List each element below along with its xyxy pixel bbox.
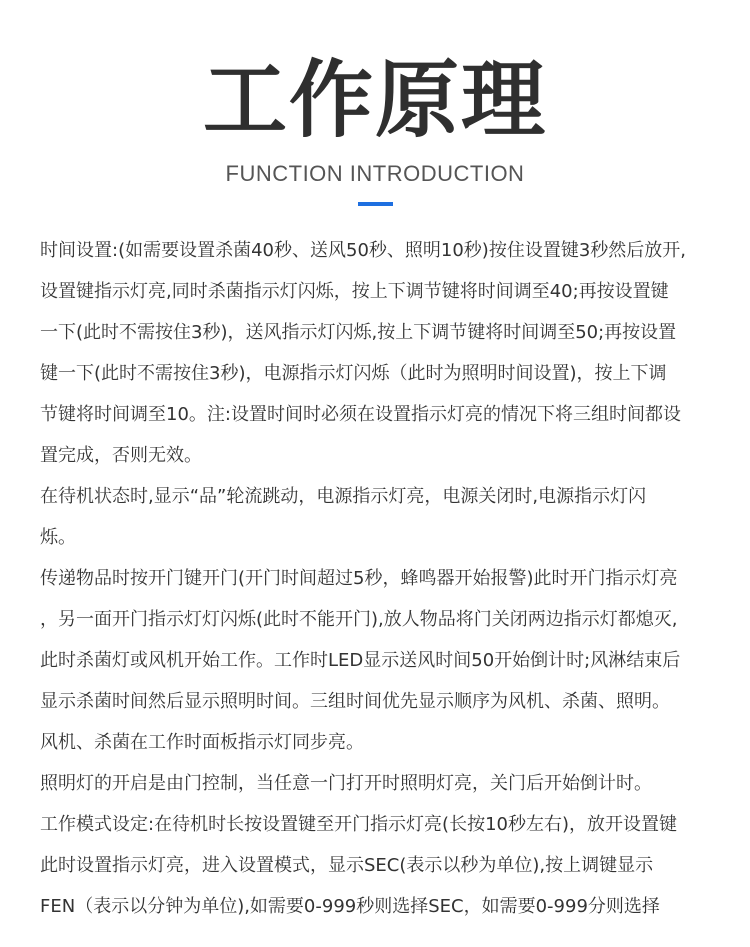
text-line: 此时杀菌灯或风机开始工作。工作时LED显示送风时间50开始倒计时;风淋结束后 [40, 650, 681, 671]
text-line: 在待机状态时,显示“品”轮流跳动，电源指示灯亮，电源关闭时,电源指示灯闪 [40, 486, 647, 507]
page-subtitle: FUNCTION INTRODUCTION [225, 161, 525, 186]
text-line: 传递物品时按开门键开门(开门时间超过5秒，蜂鸣器开始报警)此时开门指示灯亮 [40, 568, 678, 589]
text-line: 照明灯的开启是由门控制，当任意一门打开时照明灯亮，关门后开始倒计时。 [40, 773, 652, 794]
paragraph-standby [40, 476, 720, 558]
text-line: 工作模式设定:在待机时长按设置键至开门指示灯亮(长按10秒左右)，放开设置键 [40, 814, 678, 835]
text-line: 时间设置:(如需要设置杀菌40秒、送风50秒、照明10秒)按住设置键3秒然后放开, [40, 240, 686, 261]
title-accent-bar [358, 202, 393, 206]
text-line: ，另一面开门指示灯灯闪烁(此时不能开门),放人物品将门关闭两边指示灯都熄灭, [40, 609, 678, 630]
paragraph-work-mode [40, 804, 720, 927]
text-line: 设置键指示灯亮,同时杀菌指示灯闪烁，按上下调节键将时间调至40;再按设置键 [40, 281, 669, 302]
text-line: FEN（表示以分钟为单位),如需要0-999秒则选择SEC，如需要0-999分则选择 [40, 896, 660, 917]
text-line: 风机、杀菌在工作时面板指示灯同步亮。 [40, 732, 364, 753]
text-line: 显示杀菌时间然后显示照明时间。三组时间优先显示顺序为风机、杀菌、照明。 [40, 691, 670, 712]
paragraph-lighting [40, 763, 720, 804]
page-title: 工作原理 [202, 51, 547, 149]
content-body [40, 230, 720, 927]
paragraph-transfer [40, 558, 720, 763]
paragraph-time-setting [40, 230, 720, 476]
text-line: 键一下(此时不需按住3秒)，电源指示灯闪烁（此时为照明时间设置)，按上下调 [40, 363, 667, 384]
text-line: 节键将时间调至10。注:设置时间时必须在设置指示灯亮的情况下将三组时间都设 [40, 404, 681, 425]
text-line: 置完成，否则无效。 [40, 445, 202, 466]
text-line: 一下(此时不需按住3秒)，送风指示灯闪烁,按上下调节键将时间调至50;再按设置 [40, 322, 677, 343]
text-line: 烁。 [40, 527, 76, 548]
text-line: 此时设置指示灯亮，进入设置模式，显示SEC(表示以秒为单位),按上调键显示 [40, 855, 654, 876]
